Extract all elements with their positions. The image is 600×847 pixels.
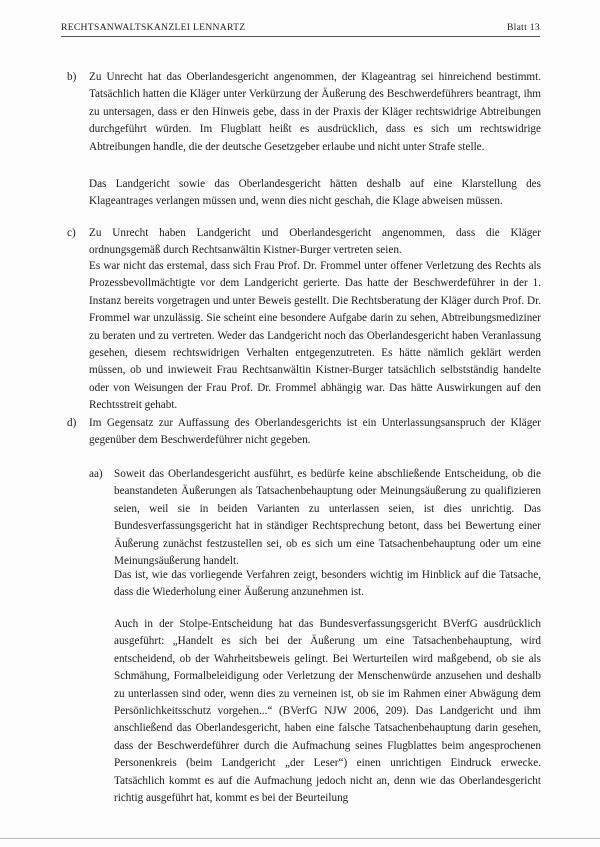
section-b-label: b) [67, 71, 77, 83]
subsection-aa-paragraph-1: Soweit das Oberlandesgericht ausführt, es bedürfe keine abschließende Entscheidung, ob die beanstandeten Äußerungen als Tatsachenbehauptung oder Meinungsäußerung zu qualifizieren seien, weil sie in beiden Varianten zu unterlassen seien, ist dies unrichtig. Das Bundesverfassungsgericht hat in ständiger Rechtsprechung betont, dass bei Bewertung einer Äußerung zunächst festzustellen sei, ob es sich um eine Tatsachenbehauptung oder um eine Meinungsäußerung handelt. [114, 468, 541, 568]
section-c-label: c) [67, 227, 76, 239]
section-d-paragraph-1: Im Gegensatz zur Auffassung des Oberlandesgerichts ist ein Unterlassungsanspruch der Kläger gegenüber dem Beschwerdeführer nicht gegeben. [89, 417, 541, 447]
section-d-label: d) [67, 417, 77, 429]
section-b-paragraph-2: Das Landgericht sowie das Oberlandesgericht hätten deshalb auf eine Klarstellung des Klageantrages verlangen müssen und, wenn dies nicht geschah, die Klage abweisen müssen. [89, 178, 541, 208]
page-number: Blatt 13 [506, 22, 540, 33]
bottom-edge-line [0, 838, 600, 839]
section-c-paragraph-2: Es war nicht das erstemal, dass sich Frau Prof. Dr. Frommel unter offener Verletzung des Rechts als Prozessbevollmächtigte vor dem Landgericht gerierte. Das hatte der Beschwerdeführer in der 1. Instanz bereits vorgetragen und unter Beweis gestellt. Die Rechtsberatung der Kläger durch Prof. Dr. Frommel war unzulässig. Sie scheint eine besondere Aufgabe darin zu sehen, Abtreibungsmediziner zu beraten und zu vertreten. Weder das Landgericht noch das Oberlandesgericht haben Veranlassung gesehen, diesem rechtswidrigen Verhalten entgegenzutreten. Es hätte nämlich geklärt werden müssen, ob und inwieweit Frau Rechtsanwältin Kistner-Burger tatsächlich selbstständig handelte oder von Weisungen der Frau Prof. Dr. Frommel abhängig war. Das hätte Auswirkungen auf den Rechtsstreit gehabt. [89, 260, 541, 412]
section-b-paragraph-1: Zu Unrecht hat das Oberlandesgericht angenommen, der Klageantrag sei hinreichend bestimmt. Tatsächlich hatten die Kläger unter Verkürzung der Äußerung des Beschwerdeführers beantragt, ihm zu untersagen, dass er den Hinweis gebe, dass in der Praxis der Kläger rechtswidrige Abtreibungen durchgeführt würden. Im Flugblatt heißt es ausdrücklich, dass es sich um rechtswidrige Abtreibungen handle, die der deutsche Gesetzgeber erlaube und nicht unter Strafe stelle. [89, 71, 541, 153]
subsection-aa-paragraph-2: Das ist, wie das vorliegende Verfahren zeigt, besonders wichtig im Hinblick auf die Tatsache, dass die Wiederholung einer Äußerung anzunehmen ist. [114, 569, 541, 599]
page-header [61, 22, 540, 37]
law-firm-name: RECHTSANWALTSKANZLEI LENNARTZ [61, 22, 246, 33]
section-c-paragraph-1: Zu Unrecht haben Landgericht und Oberlandesgericht angenommen, dass die Kläger ordnungsgemäß durch Rechtsanwältin Kistner-Burger vertreten seien. [89, 227, 541, 257]
subsection-aa-paragraph-3: Auch in der Stolpe-Entscheidung hat das Bundesverfassungsgericht BVerfG ausdrücklich ausgeführt: „Handelt es sich bei der Äußerung um eine Tatsachenbehauptung, wird entscheidend, ob der Wahrheitsbeweis gelingt. Bei Werturteilen wird maßgebend, ob sie als Schmähung, Formalbeleidigung oder Verletzung der Menschenwürde anzusehen und deshalb zu unterlassen sind oder, wenn dies zu verneinen ist, ob sie im Rahmen einer Abwägung dem Persönlichkeitsschutz vorgehen...“ (BVerfG NJW 2006, 209). Das Landgericht und ihm anschließend das Oberlandesgericht, haben eine falsche Tatsachenbehauptung darin gesehen, dass der Beschwerdeführer durch die Aufmachung seines Flugblattes beim angesprochenen Personenkreis (beim Landgericht „der Leser“) einen unrichtigen Eindruck erwecke. Tatsächlich kommt es auf die Aufmachung jedoch nicht an, denn wie das Oberlandesgericht richtig ausgeführt hat, kommt es bei der Beurteilung [114, 618, 541, 805]
subsection-aa-label: aa) [89, 468, 103, 480]
